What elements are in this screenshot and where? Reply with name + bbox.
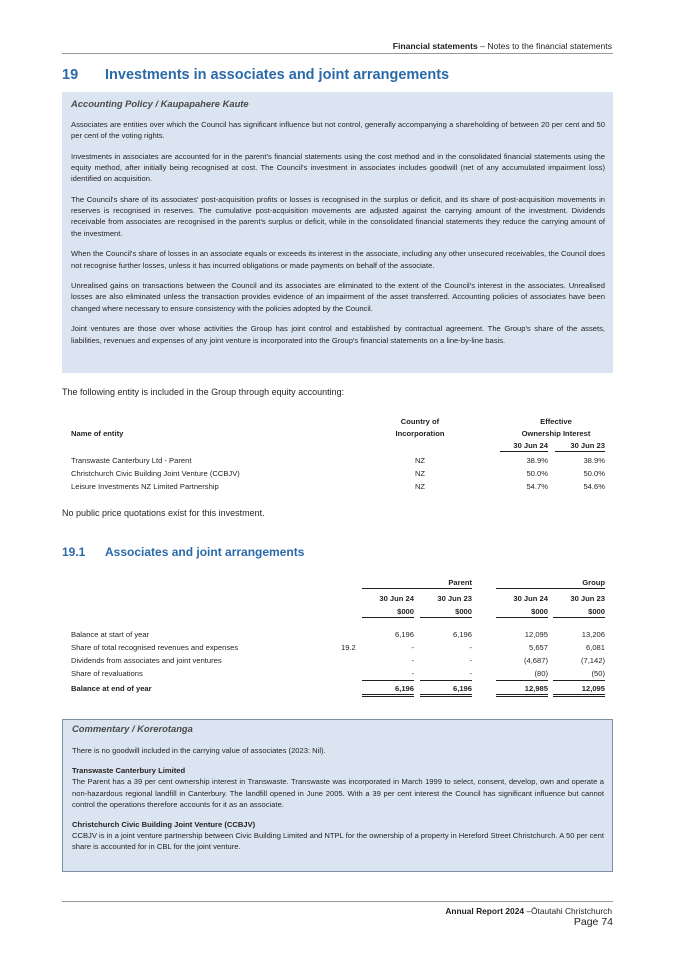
unit-rule (420, 617, 472, 618)
parent-2023-value: 6,196 (452, 630, 472, 639)
policy-paragraph: Associates are entities over which the Council has significant influence but not control, generally accompanying a shareholding of between 20 per cent and 50 per cent of the voting rights. (71, 120, 605, 141)
running-header-separator: – (477, 41, 488, 51)
footer-rule (62, 901, 613, 902)
group-2024-value: 5,657 (528, 643, 548, 652)
group-2023-value: 6,081 (585, 643, 605, 652)
col-header-country-1: Country of (400, 417, 440, 426)
group-2024-header: 30 Jun 24 (513, 594, 548, 603)
parent-header: Parent (448, 578, 472, 587)
parent-2023-header: 30 Jun 23 (437, 594, 472, 603)
policy-paragraph: Unrealised gains on transactions between the Council and its associates are eliminated to the extent of the Council's interest in the associates. Unrealised losses are also eliminated unless the transaction provides evidence of an impairment of the asset transferred. Accounting policies of associates have been changed where necessary to ensure consistency with the policies adopted by the Council. (71, 281, 605, 313)
group-header: Group (582, 578, 605, 587)
commentary-heading: Commentary / Korerotanga (72, 723, 193, 734)
entity-name: Leisure Investments NZ Limited Partnership (71, 482, 219, 491)
row-label: Dividends from associates and joint ventures (71, 656, 222, 665)
entity-interest-2024: 54.7% (526, 482, 548, 491)
running-header-subsection: Notes to the financial statements (487, 41, 612, 51)
ccbjv-heading: Christchurch Civic Building Joint Venture (CCBJV) (72, 820, 256, 830)
entity-interest-2023: 50.0% (583, 469, 605, 478)
parent-2024-header: 30 Jun 24 (379, 594, 414, 603)
parent-2023-value: - (469, 656, 472, 665)
total-double-rule (420, 694, 472, 697)
group-2023-total: 12,095 (581, 684, 605, 693)
unit-rule (496, 617, 548, 618)
col-header-2023: 30 Jun 23 (570, 441, 605, 450)
row-label: Balance at start of year (71, 630, 150, 639)
entity-interest-2023: 38.9% (583, 456, 605, 465)
parent-2024-unit: $000 (397, 607, 414, 616)
commentary-panel (62, 719, 613, 872)
col-rule-2023 (555, 451, 605, 452)
subtotal-rule (362, 680, 414, 681)
page-number: Page 74 (573, 916, 613, 928)
parent-2024-value: - (411, 669, 414, 678)
group-2024-value: (80) (534, 669, 548, 678)
subsection-title: Associates and joint arrangements (105, 545, 305, 559)
col-header-name: Name of entity (71, 429, 124, 438)
transwaste-text: The Parent has a 39 per cent ownership interest in Transwaste. Transwaste was incorporated in March 1999 to select, consent, develop, own and operate a non-hazardous regional landfill in Canterbury. The landfill opened in June 2005. With a 39 per cent interest the Council has significant influence but cannot control the operations therefore accounts for it as an associate. (72, 777, 604, 809)
group-2024-value: (4,687) (523, 656, 548, 665)
parent-2024-value: - (411, 643, 414, 652)
after-table-text: No public price quotations exist for this investment. (62, 508, 265, 518)
group-rule (496, 588, 605, 589)
accounting-policy-panel (62, 92, 613, 373)
subtotal-rule (420, 680, 472, 681)
group-2024-unit: $000 (531, 607, 548, 616)
commentary-ccbjv (72, 819, 604, 853)
col-header-ownership-1: Effective (540, 417, 572, 426)
parent-2024-value: 6,196 (394, 630, 414, 639)
entity-country: NZ (414, 482, 426, 491)
commentary-transwaste (72, 765, 604, 810)
accounting-policy-heading: Accounting Policy / Kaupapahere Kaute (71, 98, 249, 109)
group-2023-value: (7,142) (580, 656, 605, 665)
col-header-country-2: Incorporation (395, 429, 445, 438)
entity-interest-2024: 50.0% (526, 469, 548, 478)
subtotal-rule (553, 680, 605, 681)
parent-2024-total: 6,196 (394, 684, 414, 693)
running-header-section: Financial statements (392, 41, 478, 51)
subsection-number: 19.1 (62, 545, 86, 559)
group-2023-header: 30 Jun 23 (570, 594, 605, 603)
row-label: Share of total recognised revenues and expenses (71, 643, 239, 652)
note-reference: 19.2 (341, 643, 356, 652)
footer-report-title: Annual Report 2024 (445, 906, 525, 916)
group-2023-unit: $000 (588, 607, 605, 616)
policy-paragraph: The Council's share of its associates' post-acquisition profits or losses is recognised in the surplus or deficit, and its share of post-acquisition movements in reserves is recognised in reserves. The cumulative post-acquisition movements are adjusted against the carrying amount of the investment. Dividends receivable from associates are recognised in the parent's surplus or deficit, while in the consolidated financial statements they reduce the carrying amount of the investment. (71, 195, 605, 238)
parent-2024-value: - (411, 656, 414, 665)
commentary-goodwill: There is no goodwill included in the carrying value of associates (2023: Nil). (72, 746, 326, 755)
header-rule (62, 53, 613, 54)
entity-country: NZ (414, 469, 426, 478)
col-header-ownership-2: Ownership Interest (521, 429, 591, 438)
group-2023-value: (50) (591, 669, 605, 678)
entity-interest-2023: 54.6% (583, 482, 605, 491)
policy-paragraph: Joint ventures are those over whose activities the Group has joint control and established by contractual agreement. The Group's share of the assets, liabilities, revenues and expenses of any joint venture is incorporated into the Group's financial statements on a line-by-line basis. (71, 324, 605, 345)
transwaste-heading: Transwaste Canterbury Limited (72, 766, 186, 776)
unit-rule (362, 617, 414, 618)
footer-report (445, 906, 612, 916)
footer-org: –Ōtautahi Christchurch (524, 906, 612, 916)
parent-2023-value: - (469, 643, 472, 652)
group-2023-value: 13,206 (581, 630, 605, 639)
group-2024-total: 12,985 (524, 684, 548, 693)
col-header-2024: 30 Jun 24 (513, 441, 548, 450)
parent-2023-total: 6,196 (452, 684, 472, 693)
entity-country: NZ (414, 456, 426, 465)
unit-rule (553, 617, 605, 618)
entity-name: Transwaste Canterbury Ltd - Parent (71, 456, 192, 465)
total-double-rule (496, 694, 548, 697)
intro-text: The following entity is included in the Group through equity accounting: (62, 387, 345, 397)
running-header (393, 41, 612, 51)
entity-interest-2024: 38.9% (526, 456, 548, 465)
ccbjv-text: CCBJV is in a joint venture partnership between Civic Building Limited and NTPL for the ownership of a property in Hereford Street Christchurch. A 50 per cent share is accounted for in CBL for the joint venture. (72, 831, 604, 852)
parent-rule (362, 588, 472, 589)
total-double-rule (362, 694, 414, 697)
total-label: Balance at end of year (71, 684, 152, 693)
policy-paragraph: When the Council's share of losses in an associate equals or exceeds its interest in the associate, including any other unsecured receivables, the Council does not recognise further losses, unless it has incurred obligations or made payments on behalf of the associate. (71, 249, 605, 270)
parent-2023-value: - (469, 669, 472, 678)
parent-2023-unit: $000 (455, 607, 472, 616)
section-title: Investments in associates and joint arrangements (105, 67, 450, 83)
subtotal-rule (496, 680, 548, 681)
entity-name: Christchurch Civic Building Joint Venture (CCBJV) (71, 469, 240, 478)
col-rule-2024 (500, 451, 548, 452)
group-2024-value: 12,095 (524, 630, 548, 639)
policy-paragraph: Investments in associates are accounted for in the parent's financial statements using the cost method and in the consolidated financial statements using the equity method, after initially being recognised at cost. The Council's investment in associates includes goodwill (net of any accumulated impairment loss) identified on acquisition. (71, 151, 605, 184)
total-double-rule (553, 694, 605, 697)
section-number: 19 (62, 67, 79, 83)
row-label: Share of revaluations (71, 669, 143, 678)
